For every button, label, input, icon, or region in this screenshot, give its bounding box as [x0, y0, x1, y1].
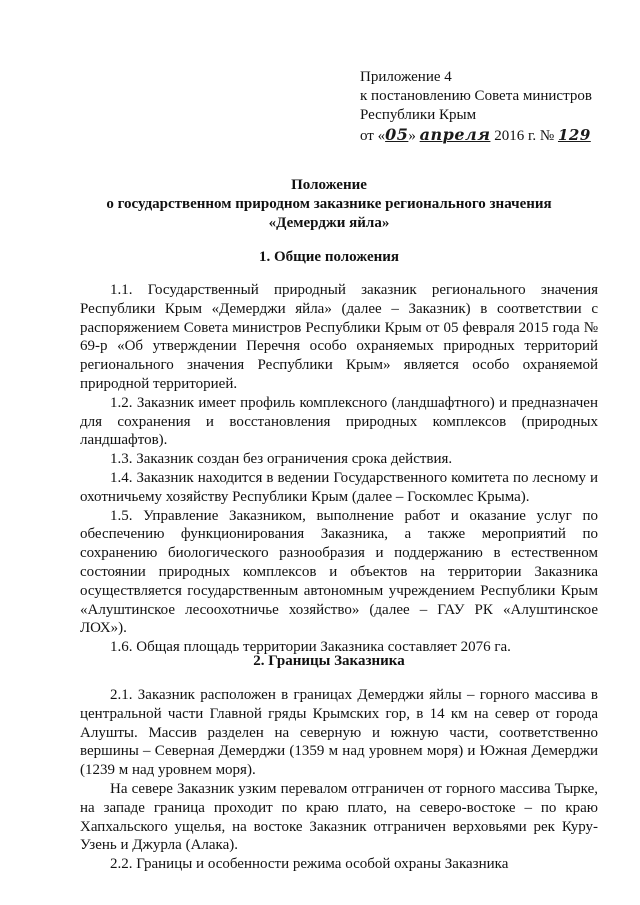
- paragraph-2-2: 2.2. Границы и особенности режима особой охраны Заказника: [110, 856, 509, 873]
- handwritten-number: 129: [557, 126, 591, 144]
- section-2-heading: 2. Границы Заказника: [253, 653, 405, 669]
- date-year: 2016 г. №: [494, 128, 555, 144]
- date-prefix: от «: [360, 128, 386, 144]
- handwritten-day: 05: [385, 125, 409, 144]
- date-mid: »: [408, 128, 416, 144]
- section-1-body: [80, 281, 598, 657]
- document-title: [60, 176, 598, 233]
- paragraph-1-3: 1.3. Заказник создан без ограничения срока действия.: [110, 451, 453, 468]
- paragraph-1-5: 1.5. Управление Заказником, выполнение работ и оказание услуг по обеспечению функционирования Заказника, а также мероприятий по сохранению биологического разнообразия и поддержанию в естественном состоянии природных комплексов и объектов на территории Заказника осуществляется государственным автономным учреждением Республики Крым «Алуштинское лесоохотничье хозяйство» (далее – ГАУ РК «Алуштинское ЛОХ»).: [80, 507, 598, 637]
- paragraph-2-1-cont: На севере Заказник узким перевалом отграничен от горного массива Тырке, на западе граница проходит по краю плато, на северо-востоке – по краю Хапхальского ущелья, на востоке Заказник отграничен верховьями рек Куру-Узень и Джурла (Алака).: [80, 780, 598, 854]
- title-line-1: Положение: [291, 177, 367, 193]
- appendix-line-2: к постановлению Совета министров: [360, 88, 592, 104]
- appendix-line-1: Приложение 4: [360, 69, 452, 85]
- paragraph-1-6: 1.6. Общая площадь территории Заказника составляет 2076 га.: [110, 639, 511, 656]
- handwritten-month: апреля: [419, 125, 491, 144]
- paragraph-2-1: 2.1. Заказник расположен в границах Демерджи яйлы – горного массива в центральной части Главной гряды Крымских гор, в 14 км на север от города Алушты. Массив разделен на северную и южную части, соответственно вершины – Северная Демерджи (1359 м над уровнем моря) и Южная Демерджи (1239 м над уровнем моря).: [80, 687, 598, 779]
- paragraph-1-2: 1.2. Заказник имеет профиль комплексного (ландшафтного) и предназначен для сохранения и восстановления природных комплексов (природных ландшафтов).: [80, 394, 598, 449]
- appendix-date-line: [360, 125, 620, 146]
- title-line-3: «Демерджи яйла»: [268, 215, 390, 231]
- appendix-line-3: Республики Крым: [360, 107, 477, 123]
- paragraph-1-1: 1.1. Государственный природный заказник регионального значения Республики Крым «Демерджи яйла» (далее – Заказник) в соответствии с распоряжением Совета министров Республики Крым от 05 февраля 2015 года № 69-р «Об утверждении Перечня особо охраняемых природных территорий регионального значения Республики Крым» является особо охраняемой природной территорией.: [80, 282, 598, 392]
- section-1-heading: 1. Общие положения: [258, 249, 400, 265]
- section-2-body: [80, 686, 598, 874]
- paragraph-1-4: 1.4. Заказник находится в ведении Государственного комитета по лесному и охотничьему хозяйству Республики Крым (далее – Госкомлес Крыма).: [80, 469, 598, 505]
- title-line-2: о государственном природном заказнике регионального значения: [106, 196, 552, 212]
- appendix-block: [360, 68, 620, 146]
